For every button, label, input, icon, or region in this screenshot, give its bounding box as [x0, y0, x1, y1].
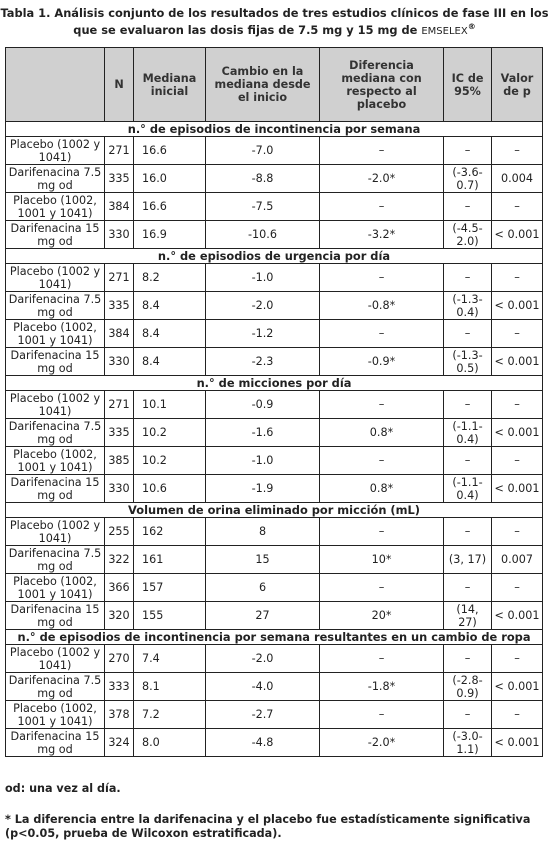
- cell-median-baseline: 10.6: [134, 475, 206, 503]
- cell-p-value: 0.004: [492, 165, 543, 193]
- cell-p-value: < 0.001: [492, 221, 543, 249]
- section-header-row: [6, 503, 543, 518]
- cell-p-value: –: [492, 193, 543, 221]
- cell-median-change: -0.9: [206, 391, 320, 419]
- cell-treatment: Darifenacina 15 mg od: [6, 348, 105, 376]
- table-row: [6, 673, 543, 701]
- header-ci-95: IC de 95%: [444, 48, 492, 122]
- cell-ci-95: –: [444, 193, 492, 221]
- table-row: [6, 320, 543, 348]
- table-row: [6, 193, 543, 221]
- cell-median-difference: 0.8*: [320, 475, 444, 503]
- cell-median-difference: –: [320, 193, 444, 221]
- section-title: n.° de episodios de incontinencia por semana resultantes en un cambio de ropa: [6, 630, 543, 645]
- section-title: n.° de micciones por día: [6, 376, 543, 391]
- cell-median-difference: -2.0*: [320, 729, 444, 757]
- cell-median-baseline: 8.1: [134, 673, 206, 701]
- od-note: od: una vez al día.: [5, 782, 121, 795]
- cell-ci-95: (3, 17): [444, 546, 492, 574]
- cell-median-difference: -2.0*: [320, 165, 444, 193]
- cell-median-baseline: 7.2: [134, 701, 206, 729]
- header-row: [6, 48, 543, 122]
- cell-ci-95: (-1.3- 0.4): [444, 292, 492, 320]
- header-median-difference: Diferencia mediana con respecto al placebo: [320, 48, 444, 122]
- cell-median-change: -4.8: [206, 729, 320, 757]
- cell-ci-95: (-1.1- 0.4): [444, 419, 492, 447]
- header-median-change: Cambio en la mediana desde el inicio: [206, 48, 320, 122]
- cell-n: 255: [105, 518, 134, 546]
- cell-n: 320: [105, 602, 134, 630]
- cell-ci-95: (-2.8- 0.9): [444, 673, 492, 701]
- cell-median-difference: –: [320, 645, 444, 673]
- cell-n: 333: [105, 673, 134, 701]
- cell-median-baseline: 157: [134, 574, 206, 602]
- cell-n: 271: [105, 137, 134, 165]
- cell-treatment: Placebo (1002 y 1041): [6, 391, 105, 419]
- cell-median-baseline: 10.2: [134, 419, 206, 447]
- cell-ci-95: (-3.6- 0.7): [444, 165, 492, 193]
- cell-n: 324: [105, 729, 134, 757]
- cell-median-difference: -1.8*: [320, 673, 444, 701]
- cell-n: 384: [105, 193, 134, 221]
- cell-n: 384: [105, 320, 134, 348]
- cell-n: 335: [105, 419, 134, 447]
- table-row: [6, 264, 543, 292]
- cell-n: 330: [105, 221, 134, 249]
- cell-ci-95: –: [444, 137, 492, 165]
- section-header-row: [6, 122, 543, 137]
- cell-treatment: Placebo (1002 y 1041): [6, 645, 105, 673]
- cell-n: 335: [105, 292, 134, 320]
- section-header-row: [6, 630, 543, 645]
- cell-median-change: -1.9: [206, 475, 320, 503]
- section-title: n.° de episodios de urgencia por día: [6, 249, 543, 264]
- cell-median-baseline: 162: [134, 518, 206, 546]
- cell-treatment: Placebo (1002, 1001 y 1041): [6, 320, 105, 348]
- table-row: [6, 645, 543, 673]
- cell-median-change: 15: [206, 546, 320, 574]
- cell-ci-95: –: [444, 701, 492, 729]
- cell-median-baseline: 16.6: [134, 193, 206, 221]
- cell-ci-95: –: [444, 645, 492, 673]
- cell-p-value: –: [492, 518, 543, 546]
- table-body: [6, 122, 543, 757]
- table-row: [6, 475, 543, 503]
- cell-median-change: -2.3: [206, 348, 320, 376]
- cell-treatment: Darifenacina 7.5 mg od: [6, 419, 105, 447]
- cell-n: 271: [105, 391, 134, 419]
- cell-p-value: 0.007: [492, 546, 543, 574]
- cell-median-difference: –: [320, 574, 444, 602]
- cell-median-change: -2.7: [206, 701, 320, 729]
- cell-p-value: < 0.001: [492, 729, 543, 757]
- cell-treatment: Placebo (1002, 1001 y 1041): [6, 447, 105, 475]
- table-caption: [0, 0, 549, 36]
- cell-median-change: 6: [206, 574, 320, 602]
- cell-median-difference: –: [320, 391, 444, 419]
- cell-median-change: -1.2: [206, 320, 320, 348]
- cell-median-change: -8.8: [206, 165, 320, 193]
- table-row: [6, 419, 543, 447]
- cell-ci-95: (-3.0- 1.1): [444, 729, 492, 757]
- cell-median-difference: –: [320, 137, 444, 165]
- table-notes: [5, 782, 542, 841]
- header-n: N: [105, 48, 134, 122]
- cell-p-value: < 0.001: [492, 292, 543, 320]
- cell-median-baseline: 155: [134, 602, 206, 630]
- cell-p-value: < 0.001: [492, 673, 543, 701]
- header-p-value: Valor de p: [492, 48, 543, 122]
- cell-p-value: –: [492, 574, 543, 602]
- table-row: [6, 221, 543, 249]
- cell-treatment: Darifenacina 7.5 mg od: [6, 546, 105, 574]
- cell-median-difference: -3.2*: [320, 221, 444, 249]
- caption-brand: EMSELEX: [421, 25, 468, 37]
- cell-median-change: -7.0: [206, 137, 320, 165]
- cell-p-value: < 0.001: [492, 419, 543, 447]
- table-row: [6, 701, 543, 729]
- cell-treatment: Placebo (1002 y 1041): [6, 264, 105, 292]
- cell-treatment: Darifenacina 15 mg od: [6, 221, 105, 249]
- cell-n: 330: [105, 348, 134, 376]
- cell-p-value: < 0.001: [492, 602, 543, 630]
- cell-median-baseline: 7.4: [134, 645, 206, 673]
- table-row: [6, 518, 543, 546]
- cell-p-value: –: [492, 264, 543, 292]
- cell-p-value: –: [492, 391, 543, 419]
- significance-footnote: * La diferencia entre la darifenacina y el placebo fue estadísticamente significativa (p<0.05, prueba de Wilcoxon estratificada).: [5, 813, 531, 840]
- cell-n: 270: [105, 645, 134, 673]
- cell-treatment: Placebo (1002 y 1041): [6, 137, 105, 165]
- cell-p-value: < 0.001: [492, 475, 543, 503]
- cell-n: 322: [105, 546, 134, 574]
- cell-median-baseline: 10.1: [134, 391, 206, 419]
- cell-ci-95: –: [444, 320, 492, 348]
- cell-ci-95: –: [444, 447, 492, 475]
- cell-ci-95: (-1.3- 0.5): [444, 348, 492, 376]
- cell-median-change: -2.0: [206, 645, 320, 673]
- cell-median-difference: -0.9*: [320, 348, 444, 376]
- cell-treatment: Darifenacina 7.5 mg od: [6, 165, 105, 193]
- table-row: [6, 165, 543, 193]
- cell-median-difference: 10*: [320, 546, 444, 574]
- cell-median-difference: –: [320, 701, 444, 729]
- cell-median-difference: –: [320, 264, 444, 292]
- cell-median-change: -7.5: [206, 193, 320, 221]
- cell-ci-95: (14, 27): [444, 602, 492, 630]
- cell-treatment: Placebo (1002 y 1041): [6, 518, 105, 546]
- caption-title: Tabla 1. Análisis conjunto de los resultados de tres estudios clínicos de fase III en los que se evaluaron las dosis fijas de 7.5 mg y 15 mg de: [0, 6, 549, 37]
- cell-median-change: -1.0: [206, 447, 320, 475]
- cell-median-difference: –: [320, 518, 444, 546]
- table-row: [6, 729, 543, 757]
- results-table: [5, 47, 543, 757]
- cell-median-change: 27: [206, 602, 320, 630]
- cell-ci-95: (-1.1- 0.4): [444, 475, 492, 503]
- cell-median-difference: 0.8*: [320, 419, 444, 447]
- cell-treatment: Darifenacina 15 mg od: [6, 475, 105, 503]
- cell-ci-95: –: [444, 264, 492, 292]
- cell-n: 330: [105, 475, 134, 503]
- section-title: Volumen de orina eliminado por micción (mL): [6, 503, 543, 518]
- cell-treatment: Darifenacina 7.5 mg od: [6, 673, 105, 701]
- cell-p-value: < 0.001: [492, 348, 543, 376]
- caption-registered-mark: ®: [467, 22, 476, 31]
- cell-treatment: Darifenacina 7.5 mg od: [6, 292, 105, 320]
- cell-median-change: -1.6: [206, 419, 320, 447]
- cell-treatment: Placebo (1002, 1001 y 1041): [6, 574, 105, 602]
- cell-p-value: –: [492, 320, 543, 348]
- cell-median-change: -10.6: [206, 221, 320, 249]
- cell-median-difference: -0.8*: [320, 292, 444, 320]
- cell-median-baseline: 8.0: [134, 729, 206, 757]
- header-median-baseline: Mediana inicial: [134, 48, 206, 122]
- cell-ci-95: –: [444, 574, 492, 602]
- cell-treatment: Placebo (1002, 1001 y 1041): [6, 701, 105, 729]
- cell-ci-95: (-4.5- 2.0): [444, 221, 492, 249]
- cell-median-difference: –: [320, 447, 444, 475]
- section-header-row: [6, 376, 543, 391]
- cell-median-change: -4.0: [206, 673, 320, 701]
- table-row: [6, 574, 543, 602]
- cell-n: 271: [105, 264, 134, 292]
- cell-median-difference: –: [320, 320, 444, 348]
- cell-median-change: -2.0: [206, 292, 320, 320]
- cell-median-baseline: 16.6: [134, 137, 206, 165]
- cell-median-baseline: 8.4: [134, 292, 206, 320]
- cell-n: 335: [105, 165, 134, 193]
- cell-median-difference: 20*: [320, 602, 444, 630]
- table-row: [6, 447, 543, 475]
- table-row: [6, 602, 543, 630]
- cell-treatment: Darifenacina 15 mg od: [6, 729, 105, 757]
- cell-ci-95: –: [444, 391, 492, 419]
- table-row: [6, 391, 543, 419]
- cell-p-value: –: [492, 645, 543, 673]
- cell-median-baseline: 8.4: [134, 320, 206, 348]
- cell-p-value: –: [492, 701, 543, 729]
- cell-median-baseline: 8.2: [134, 264, 206, 292]
- cell-p-value: –: [492, 137, 543, 165]
- cell-median-baseline: 10.2: [134, 447, 206, 475]
- cell-n: 366: [105, 574, 134, 602]
- header-treatment: [6, 48, 105, 122]
- table-row: [6, 137, 543, 165]
- cell-median-change: 8: [206, 518, 320, 546]
- cell-median-baseline: 16.0: [134, 165, 206, 193]
- cell-median-change: -1.0: [206, 264, 320, 292]
- cell-ci-95: –: [444, 518, 492, 546]
- table-row: [6, 546, 543, 574]
- table-row: [6, 292, 543, 320]
- cell-p-value: –: [492, 447, 543, 475]
- cell-treatment: Placebo (1002, 1001 y 1041): [6, 193, 105, 221]
- cell-n: 385: [105, 447, 134, 475]
- cell-treatment: Darifenacina 15 mg od: [6, 602, 105, 630]
- cell-median-baseline: 161: [134, 546, 206, 574]
- section-header-row: [6, 249, 543, 264]
- cell-n: 378: [105, 701, 134, 729]
- cell-median-baseline: 8.4: [134, 348, 206, 376]
- table-row: [6, 348, 543, 376]
- section-title: n.° de episodios de incontinencia por semana: [6, 122, 543, 137]
- cell-median-baseline: 16.9: [134, 221, 206, 249]
